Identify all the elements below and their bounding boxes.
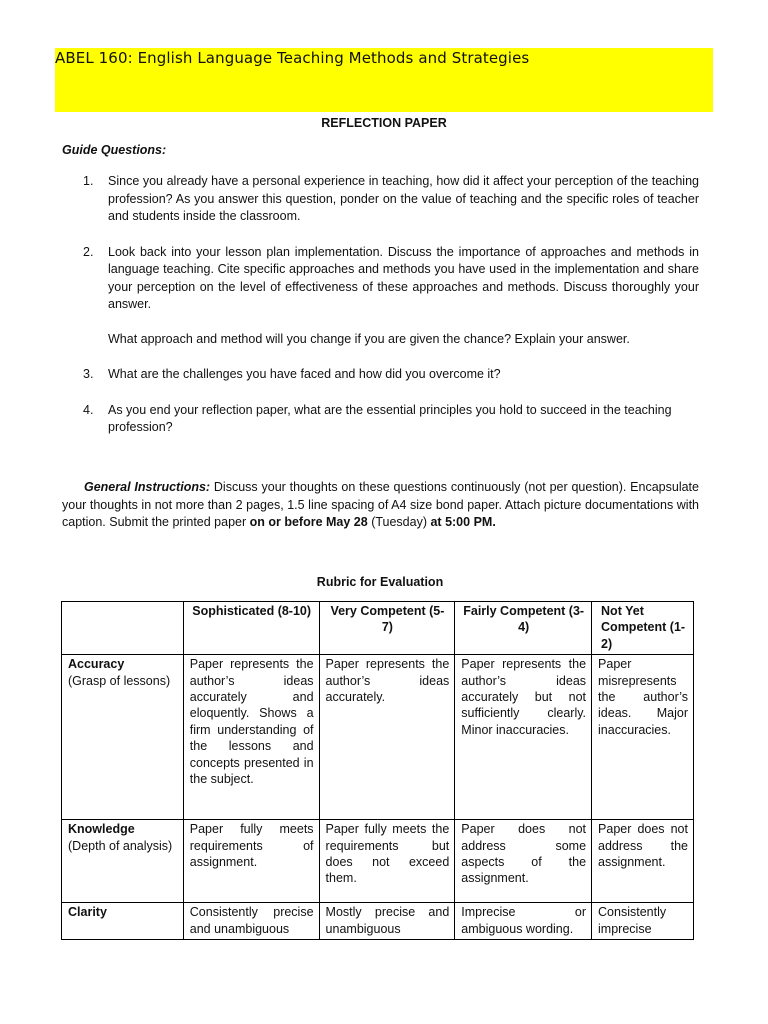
rubric-row <box>62 820 694 903</box>
rubric-cell: Paper does not address some aspects of the assignment. <box>455 820 592 903</box>
rubric-cell: Paper does not address the assignment. <box>592 820 694 903</box>
general-instructions <box>62 479 699 532</box>
guide-questions-heading: Guide Questions: <box>62 143 167 157</box>
rubric-cell: Paper fully meets the requirements but does not exceed them. <box>319 820 455 903</box>
rubric-cell: Paper misrepresents the author’s ideas. Major inaccuracies. <box>592 655 694 820</box>
rubric-header-cell <box>62 602 184 655</box>
rubric-header-cell: Not Yet Competent (1-2) <box>592 602 694 655</box>
question-number: 1. <box>83 174 94 188</box>
rubric-header-cell: Fairly Competent (3-4) <box>455 602 592 655</box>
rubric-caption: Rubric for Evaluation <box>316 575 444 589</box>
instructions-label: General Instructions: <box>84 480 211 494</box>
guide-questions-list <box>83 173 699 455</box>
question-text: Look back into your lesson plan implementation. Discuss the importance of approaches and methods in language teaching. Cite specific approaches and methods you have used in the implementation and share your perception on the level of effectiveness of these approaches and methods. Discuss thoroughly your answer. <box>108 244 699 311</box>
rubric-criterion <box>62 820 184 903</box>
criterion-sub: (Depth of analysis) <box>68 838 173 853</box>
question-item <box>83 173 699 226</box>
course-title: ABEL 160: English Language Teaching Methods and Strategies <box>55 49 530 67</box>
rubric-cell: Mostly precise and unambiguous <box>319 903 455 940</box>
rubric-cell: Consistently imprecise <box>592 903 694 940</box>
rubric-header-cell: Very Competent (5-7) <box>319 602 455 655</box>
question-text: As you end your reflection paper, what are the essential principles you hold to succeed in the teaching profession? <box>108 402 672 434</box>
course-title-banner <box>55 48 713 112</box>
criterion-name: Knowledge <box>68 822 135 837</box>
rubric-header-row <box>62 602 694 655</box>
criterion-name: Accuracy <box>68 657 125 672</box>
instructions-time: at 5:00 PM. <box>430 515 496 529</box>
rubric-table <box>61 601 694 940</box>
criterion-sub: (Grasp of lessons) <box>68 673 171 688</box>
question-number: 2. <box>83 244 94 259</box>
instructions-day: (Tuesday) <box>367 515 431 529</box>
rubric-row <box>62 903 694 940</box>
question-text: What are the challenges you have faced and how did you overcome it? <box>108 367 501 381</box>
question-item <box>83 402 699 437</box>
rubric-header-cell: Sophisticated (8-10) <box>183 602 319 655</box>
instructions-deadline: on or before May 28 <box>249 515 368 529</box>
rubric-cell: Imprecise or ambiguous wording. <box>455 903 592 940</box>
rubric-criterion <box>62 655 184 820</box>
rubric-cell: Paper represents the author’s ideas accurately and eloquently. Shows a firm understanding of the lessons and concepts presented in the subject. <box>183 655 319 820</box>
criterion-name: Clarity <box>68 905 107 920</box>
document-title: REFLECTION PAPER <box>321 116 447 130</box>
rubric-criterion <box>62 903 184 940</box>
rubric-cell: Paper represents the author’s ideas accurately but not sufficiently clearly. Minor inaccuracies. <box>455 655 592 820</box>
question-number: 4. <box>83 402 94 417</box>
rubric-cell: Consistently precise and unambiguous <box>183 903 319 940</box>
instructions-body: Discuss your thoughts on these questions continuously (not per question). Encapsulate your thoughts in not more than 2 pages, 1.5 line spacing of A4 size bond paper. Attach picture documentations with caption. Submit the printed paper <box>62 480 699 529</box>
question-followup: What approach and method will you change if you are given the chance? Explain your answer. <box>108 331 630 346</box>
question-text: Since you already have a personal experience in teaching, how did it affect your perception of the teaching profession? As you answer this question, ponder on the value of teaching and the specific roles of teacher and students inside the classroom. <box>108 174 699 223</box>
rubric-row <box>62 655 694 820</box>
rubric-cell: Paper fully meets requirements of assignment. <box>183 820 319 903</box>
question-item <box>83 244 699 349</box>
rubric-cell: Paper represents the author’s ideas accurately. <box>319 655 455 820</box>
question-number: 3. <box>83 367 94 381</box>
question-item <box>83 366 699 384</box>
